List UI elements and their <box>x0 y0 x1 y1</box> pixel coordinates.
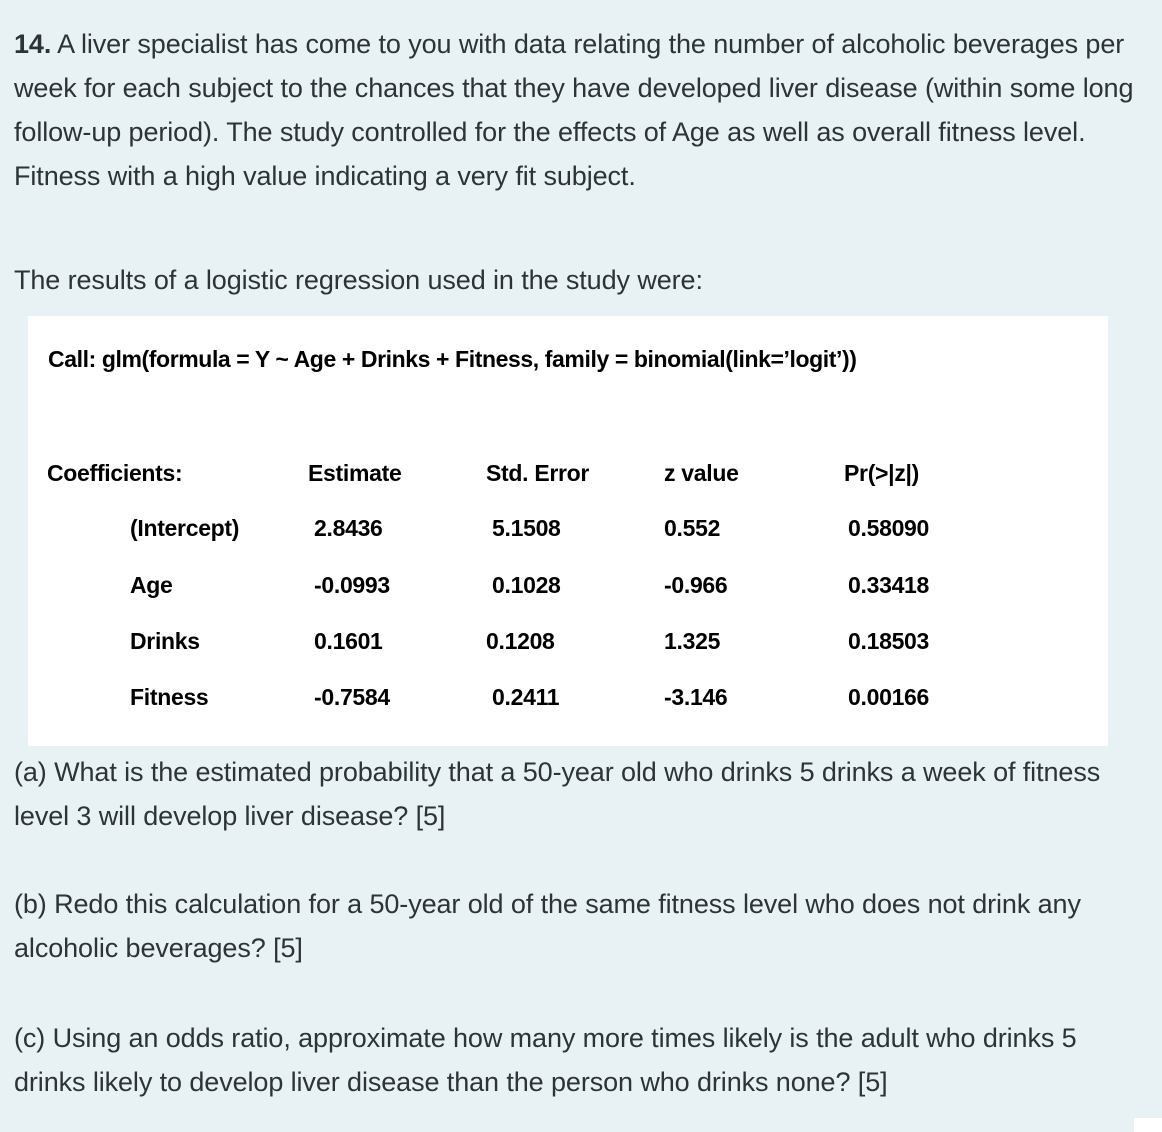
row-std-error-age: 0.1028 <box>492 572 561 598</box>
coefficients-label: Coefficients: <box>47 460 183 486</box>
col-header-std-error: Std. Error <box>486 460 590 486</box>
corner-mark <box>1134 1118 1162 1132</box>
row-z-value-drinks: 1.325 <box>664 628 721 654</box>
row-std-error-fitness: 0.2411 <box>492 684 560 710</box>
row-std-error-intercept: 5.1508 <box>492 515 561 541</box>
question-number: 14. <box>14 29 52 59</box>
col-header-p-value: Pr(>|z|) <box>844 460 920 486</box>
row-term-drinks: Drinks <box>130 628 200 654</box>
col-header-z-value: z value <box>664 460 739 486</box>
col-header-estimate: Estimate <box>308 460 402 486</box>
question-part-b: (b) Redo this calculation for a 50-year old of the same fitness level who does not drink any alcoholic beverages? [5] <box>14 889 1081 963</box>
question-part-c: (c) Using an odds ratio, approximate how many more times likely is the adult who drinks 5 drinks likely to develop liver disease than the person who drinks none? [5] <box>14 1023 1077 1097</box>
row-std-error-drinks: 0.1208 <box>486 628 555 654</box>
row-estimate-fitness: -0.7584 <box>314 684 390 710</box>
row-p-value-intercept: 0.58090 <box>848 515 930 541</box>
row-term-intercept: (Intercept) <box>130 515 240 541</box>
row-p-value-age: 0.33418 <box>848 572 930 598</box>
glm-call: Call: glm(formula = Y ~ Age + Drinks + Fitness, family = binomial(link=’logit’)) <box>48 346 857 372</box>
row-term-age: Age <box>130 572 173 598</box>
row-p-value-drinks: 0.18503 <box>848 628 930 654</box>
row-term-fitness: Fitness <box>130 684 209 710</box>
row-estimate-age: -0.0993 <box>314 572 390 598</box>
row-z-value-fitness: -3.146 <box>664 684 728 710</box>
row-estimate-drinks: 0.1601 <box>314 628 383 654</box>
row-z-value-age: -0.966 <box>664 572 728 598</box>
question-intro <box>14 22 1144 198</box>
row-z-value-intercept: 0.552 <box>664 515 721 541</box>
row-p-value-fitness: 0.00166 <box>848 684 930 710</box>
question-intro-text: A liver specialist has come to you with data relating the number of alcoholic beverages per week for each subject to the chances that they have developed liver disease (within some long follow-up period). The study controlled for the effects of Age as well as overall fitness level. Fitness with a high value indicating a very fit subject. <box>14 29 1134 191</box>
row-estimate-intercept: 2.8436 <box>314 515 383 541</box>
results-lead: The results of a logistic regression used in the study were: <box>14 265 703 295</box>
regression-output <box>28 316 1108 746</box>
question-part-a: (a) What is the estimated probability that a 50-year old who drinks 5 drinks a week of fitness level 3 will develop liver disease? [5] <box>14 757 1101 831</box>
